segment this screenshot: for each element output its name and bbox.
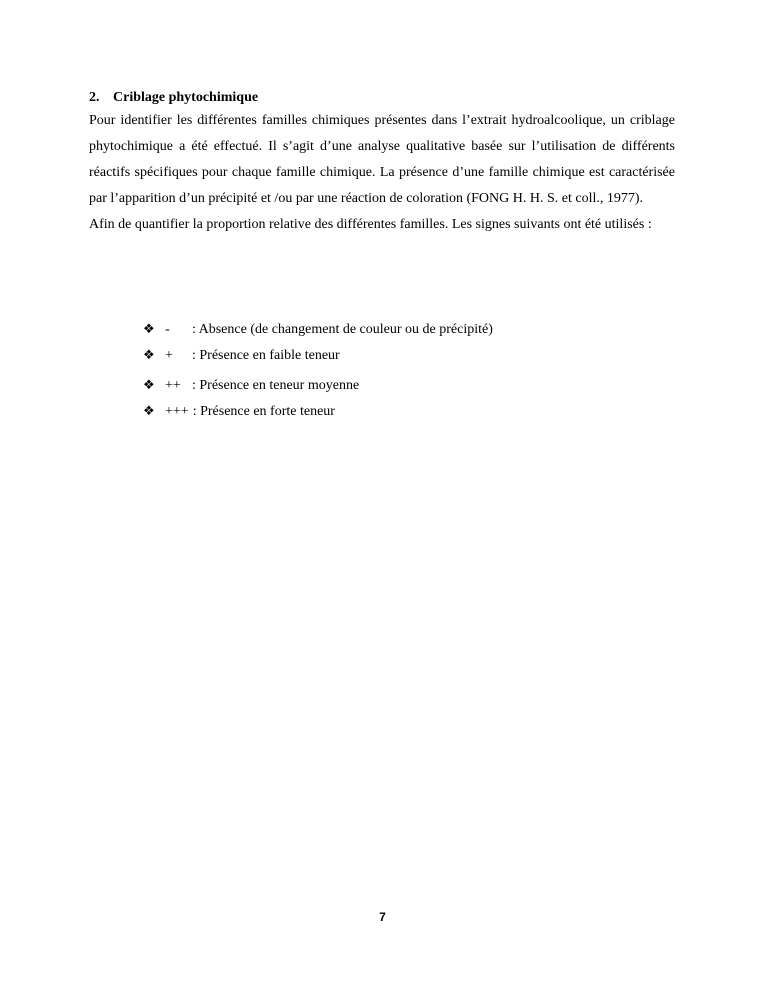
legend-sign: +++: [165, 404, 189, 419]
diamond-bullet-icon: ❖: [143, 348, 155, 363]
diamond-bullet-icon: ❖: [143, 404, 155, 419]
list-item: [143, 319, 643, 345]
list-item: [143, 401, 643, 427]
section-heading: [89, 88, 675, 108]
legend-description: : Absence (de changement de couleur ou de précipité): [192, 322, 493, 337]
legend-sign: +: [165, 348, 173, 363]
legend-description: : Présence en forte teneur: [192, 404, 335, 419]
page-number: 7: [379, 910, 386, 924]
legend-list: [143, 319, 643, 427]
list-item: [143, 375, 643, 401]
legend-description: : Présence en teneur moyenne: [192, 378, 360, 393]
paragraph-signs: Afin de quantifier la proportion relative des différentes familles. Les signes suivants ont été utilisés :: [89, 217, 652, 232]
legend-sign: ++: [165, 378, 181, 393]
paragraph-intro: Pour identifier les différentes familles chimiques présentes dans l’extrait hydroalcoolique, un criblage phytochimique a été effectué. Il s’agit d’une analyse qualitative basée sur l’utilisation de différents réactifs spécifiques pour chaque famille chimique. La présence d’une famille chimique est caractérisée par l’apparition d’un précipité et /ou par une réaction de coloration (FONG H. H. S. et coll., 1977).: [89, 113, 675, 206]
section-title: Criblage phytochimique: [113, 90, 259, 105]
diamond-bullet-icon: ❖: [143, 378, 155, 393]
legend-sign: -: [165, 322, 170, 337]
section-number: 2.: [89, 90, 100, 105]
legend-description: : Présence en faible teneur: [192, 348, 340, 363]
section-body: [89, 88, 675, 238]
diamond-bullet-icon: ❖: [143, 322, 155, 337]
list-item: [143, 345, 643, 371]
